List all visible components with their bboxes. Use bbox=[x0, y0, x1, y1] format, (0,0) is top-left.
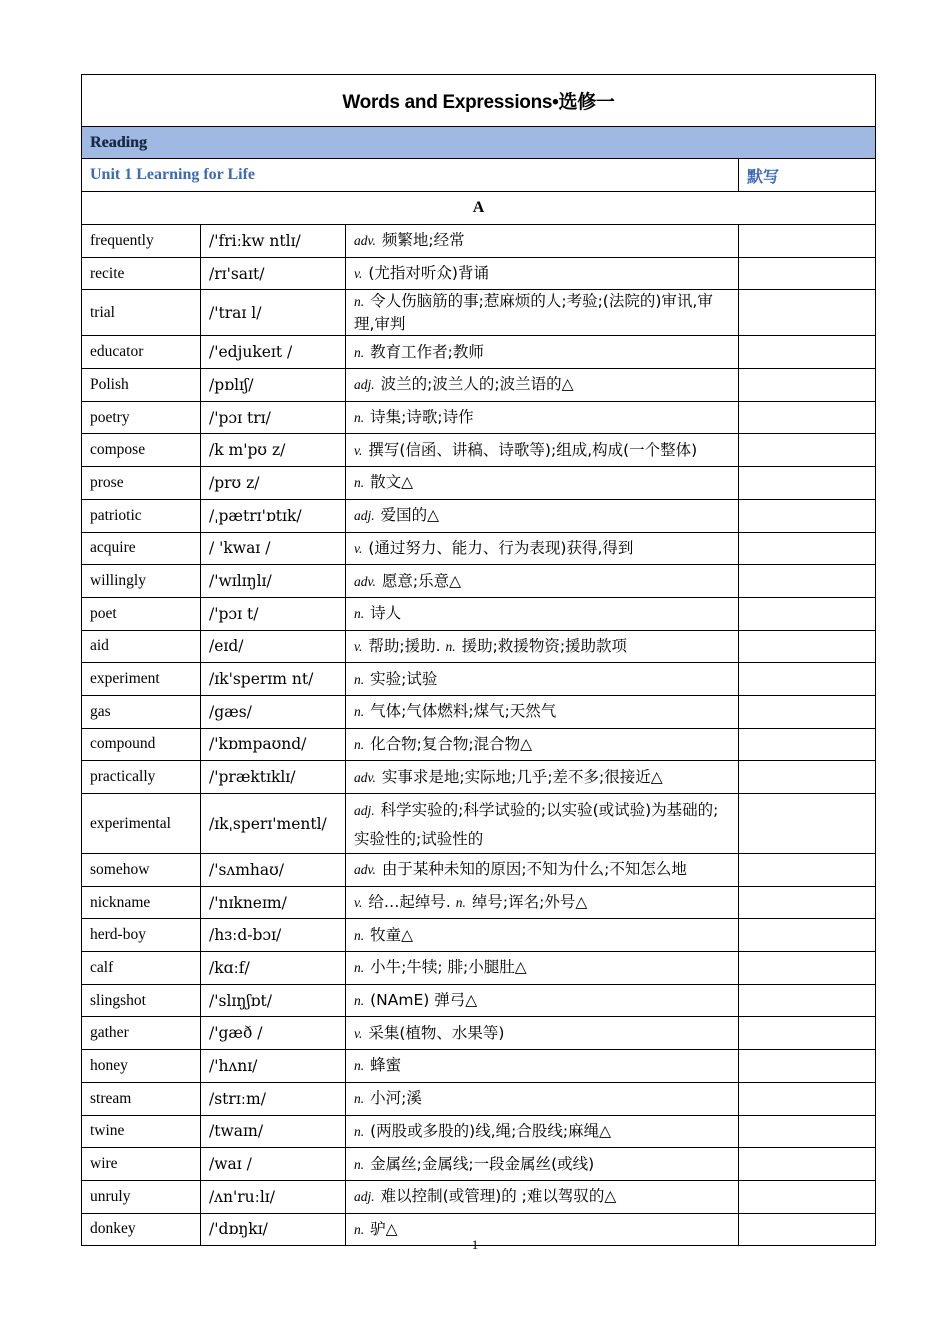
meaning-cell bbox=[346, 663, 739, 696]
dictation-cell[interactable] bbox=[739, 984, 876, 1017]
word-cell: experiment bbox=[82, 663, 201, 696]
meaning-cell bbox=[346, 952, 739, 985]
table-row bbox=[82, 597, 876, 630]
meaning-text: 小牛;牛犊; 腓;小腿肚△ bbox=[370, 958, 527, 977]
dictation-cell[interactable] bbox=[739, 257, 876, 290]
dictation-cell[interactable] bbox=[739, 434, 876, 467]
meaning-text: 诗人 bbox=[370, 604, 402, 623]
phonetic-cell: /ˌpætrɪ'ɒtɪk/ bbox=[201, 499, 346, 532]
dictation-cell[interactable] bbox=[739, 854, 876, 887]
part-of-speech: n. bbox=[354, 606, 365, 622]
meaning-text: 频繁地;经常 bbox=[381, 231, 465, 250]
meaning-text: 小河;溪 bbox=[370, 1089, 422, 1108]
phonetic-cell: /ɪkˌsperɪ'mentl/ bbox=[201, 794, 346, 854]
meaning-text: 给…起绰号. bbox=[368, 893, 451, 912]
page-title: Words and Expressions•选修一 bbox=[82, 75, 876, 127]
dictation-cell[interactable] bbox=[739, 1148, 876, 1181]
table-row bbox=[82, 728, 876, 761]
table-row bbox=[82, 336, 876, 369]
meaning-cell bbox=[346, 290, 739, 336]
meaning-cell bbox=[346, 794, 739, 854]
table-row bbox=[82, 761, 876, 794]
dictation-cell[interactable] bbox=[739, 1050, 876, 1083]
phonetic-cell: /k m'pʊ z/ bbox=[201, 434, 346, 467]
table-row bbox=[82, 369, 876, 402]
meaning-cell bbox=[346, 225, 739, 258]
part-of-speech: v. bbox=[354, 895, 363, 911]
letter-row bbox=[82, 192, 876, 225]
word-cell: donkey bbox=[82, 1213, 201, 1246]
meaning-text: 帮助;援助. bbox=[368, 636, 441, 655]
dictation-cell[interactable] bbox=[739, 794, 876, 854]
dictation-cell[interactable] bbox=[739, 565, 876, 598]
meaning-cell bbox=[346, 695, 739, 728]
table-row bbox=[82, 952, 876, 985]
phonetic-cell: /ʌn'ruːlɪ/ bbox=[201, 1180, 346, 1213]
part-of-speech: n. bbox=[354, 294, 365, 310]
phonetic-cell: /'pɔɪ t/ bbox=[201, 597, 346, 630]
unit-title: Unit 1 Learning for Life bbox=[82, 159, 739, 192]
meaning-text: 化合物;复合物;混合物△ bbox=[370, 734, 532, 753]
meaning-text: 实验;试验 bbox=[370, 669, 438, 688]
table-row bbox=[82, 794, 876, 854]
table-row bbox=[82, 695, 876, 728]
table-row bbox=[82, 630, 876, 663]
meaning-text: 波兰的;波兰人的;波兰语的△ bbox=[380, 375, 574, 394]
part-of-speech: n. bbox=[354, 410, 365, 426]
phonetic-cell: /pɒlɪʃ/ bbox=[201, 369, 346, 402]
meaning-cell bbox=[346, 1050, 739, 1083]
table-row bbox=[82, 434, 876, 467]
table-row bbox=[82, 532, 876, 565]
dictation-cell[interactable] bbox=[739, 1180, 876, 1213]
meaning-cell bbox=[346, 336, 739, 369]
word-cell: willingly bbox=[82, 565, 201, 598]
meaning-cell bbox=[346, 1082, 739, 1115]
phonetic-cell: /strɪːm/ bbox=[201, 1082, 346, 1115]
word-cell: unruly bbox=[82, 1180, 201, 1213]
dictation-cell[interactable] bbox=[739, 225, 876, 258]
word-cell: wire bbox=[82, 1148, 201, 1181]
meaning-cell bbox=[346, 1148, 739, 1181]
part-of-speech: adv. bbox=[354, 573, 376, 589]
meaning-text: 令人伤脑筋的事;惹麻烦的人;考验;(法院的)审讯,审理,审判 bbox=[354, 292, 713, 334]
table-row bbox=[82, 886, 876, 919]
letter-heading: A bbox=[82, 192, 876, 225]
phonetic-cell: /twaɪn/ bbox=[201, 1115, 346, 1148]
dictation-cell[interactable] bbox=[739, 290, 876, 336]
dictation-cell[interactable] bbox=[739, 1017, 876, 1050]
part-of-speech: v. bbox=[354, 540, 363, 556]
part-of-speech: n. bbox=[354, 344, 365, 360]
dictation-cell[interactable] bbox=[739, 761, 876, 794]
table-row bbox=[82, 1082, 876, 1115]
meaning-cell bbox=[346, 467, 739, 500]
meaning-text: 教育工作者;教师 bbox=[370, 342, 484, 361]
phonetic-cell: /'traɪ l/ bbox=[201, 290, 346, 336]
table-row bbox=[82, 1050, 876, 1083]
table-row bbox=[82, 290, 876, 336]
meaning-text: 诗集;诗歌;诗作 bbox=[370, 408, 474, 427]
part-of-speech: n. bbox=[354, 960, 365, 976]
unit-row bbox=[82, 159, 876, 192]
meaning-cell bbox=[346, 984, 739, 1017]
part-of-speech: n. bbox=[354, 736, 365, 752]
part-of-speech: n. bbox=[354, 1091, 365, 1107]
table-row bbox=[82, 1148, 876, 1181]
meaning-text: (两股或多股的)线,绳;合股线;麻绳△ bbox=[370, 1121, 612, 1140]
phonetic-cell: /'pɔɪ trɪ/ bbox=[201, 401, 346, 434]
title-row bbox=[82, 75, 876, 127]
table-row bbox=[82, 919, 876, 952]
part-of-speech: n. bbox=[354, 704, 365, 720]
meaning-cell bbox=[346, 597, 739, 630]
word-cell: poet bbox=[82, 597, 201, 630]
phonetic-cell: /'slɪŋʃɒt/ bbox=[201, 984, 346, 1017]
part-of-speech: adv. bbox=[354, 862, 376, 878]
table-row bbox=[82, 663, 876, 696]
phonetic-cell: /'dɒŋkɪ/ bbox=[201, 1213, 346, 1246]
meaning-text: 援助;救援物资;援助款项 bbox=[461, 636, 628, 655]
phonetic-cell: /'hʌnɪ/ bbox=[201, 1050, 346, 1083]
word-cell: acquire bbox=[82, 532, 201, 565]
word-cell: gas bbox=[82, 695, 201, 728]
meaning-text: 绰号;诨名;外号△ bbox=[471, 893, 588, 912]
dictation-header: 默写 bbox=[739, 159, 876, 192]
phonetic-cell: /kɑːf/ bbox=[201, 952, 346, 985]
meaning-cell bbox=[346, 369, 739, 402]
meaning-text: 气体;气体燃料;煤气;天然气 bbox=[370, 702, 557, 721]
part-of-speech: n. bbox=[354, 1221, 365, 1237]
word-cell: stream bbox=[82, 1082, 201, 1115]
table-row bbox=[82, 1017, 876, 1050]
table-row bbox=[82, 499, 876, 532]
part-of-speech: n. bbox=[354, 993, 365, 1009]
table-row bbox=[82, 1115, 876, 1148]
table-row bbox=[82, 467, 876, 500]
meaning-text: 科学实验的;科学试验的;以实验(或试验)为基础的;实验性的;试验性的 bbox=[354, 801, 719, 848]
word-cell: nickname bbox=[82, 886, 201, 919]
part-of-speech: n. bbox=[354, 475, 365, 491]
word-cell: frequently bbox=[82, 225, 201, 258]
word-cell: aid bbox=[82, 630, 201, 663]
meaning-cell bbox=[346, 1017, 739, 1050]
table-row bbox=[82, 1180, 876, 1213]
word-cell: compound bbox=[82, 728, 201, 761]
meaning-text: 散文△ bbox=[370, 473, 414, 492]
phonetic-cell: /'kɒmpaʊnd/ bbox=[201, 728, 346, 761]
phonetic-cell: /gæs/ bbox=[201, 695, 346, 728]
table-row bbox=[82, 854, 876, 887]
phonetic-cell: /eɪd/ bbox=[201, 630, 346, 663]
word-cell: patriotic bbox=[82, 499, 201, 532]
word-cell: twine bbox=[82, 1115, 201, 1148]
phonetic-cell: /'præktɪklɪ/ bbox=[201, 761, 346, 794]
meaning-cell bbox=[346, 1115, 739, 1148]
dictation-cell[interactable] bbox=[739, 597, 876, 630]
part-of-speech: adj. bbox=[354, 508, 375, 524]
dictation-cell[interactable] bbox=[739, 1115, 876, 1148]
part-of-speech: n. bbox=[354, 1156, 365, 1172]
meaning-cell bbox=[346, 434, 739, 467]
word-cell: poetry bbox=[82, 401, 201, 434]
part-of-speech: n. bbox=[455, 895, 466, 911]
meaning-cell bbox=[346, 565, 739, 598]
part-of-speech: n. bbox=[354, 1058, 365, 1074]
meaning-cell bbox=[346, 919, 739, 952]
meaning-text: 蜂蜜 bbox=[370, 1056, 402, 1075]
word-cell: Polish bbox=[82, 369, 201, 402]
word-cell: trial bbox=[82, 290, 201, 336]
phonetic-cell: /'nɪkneɪm/ bbox=[201, 886, 346, 919]
dictation-cell[interactable] bbox=[739, 630, 876, 663]
dictation-cell[interactable] bbox=[739, 695, 876, 728]
word-cell: slingshot bbox=[82, 984, 201, 1017]
page-number: 1 bbox=[471, 1237, 479, 1252]
part-of-speech: n. bbox=[354, 927, 365, 943]
meaning-text: 难以控制(或管理)的 ;难以驾驭的△ bbox=[380, 1187, 617, 1206]
phonetic-cell: /'gæð / bbox=[201, 1017, 346, 1050]
vocabulary-table bbox=[81, 74, 876, 1246]
dictation-cell[interactable] bbox=[739, 663, 876, 696]
part-of-speech: adj. bbox=[354, 1189, 375, 1205]
dictation-cell[interactable] bbox=[739, 532, 876, 565]
dictation-cell[interactable] bbox=[739, 467, 876, 500]
dictation-cell[interactable] bbox=[739, 401, 876, 434]
meaning-cell bbox=[346, 761, 739, 794]
phonetic-cell: /'friːkw ntlɪ/ bbox=[201, 225, 346, 258]
part-of-speech: n. bbox=[354, 671, 365, 687]
word-cell: educator bbox=[82, 336, 201, 369]
part-of-speech: v. bbox=[354, 266, 363, 282]
dictation-cell[interactable] bbox=[739, 336, 876, 369]
meaning-cell bbox=[346, 886, 739, 919]
word-cell: honey bbox=[82, 1050, 201, 1083]
meaning-text: 愿意;乐意△ bbox=[381, 571, 462, 590]
word-cell: experimental bbox=[82, 794, 201, 854]
meaning-cell bbox=[346, 532, 739, 565]
phonetic-cell: /'sʌmhaʊ/ bbox=[201, 854, 346, 887]
meaning-text: 爱国的△ bbox=[380, 506, 440, 525]
meaning-text: (尤指对听众)背诵 bbox=[368, 264, 489, 283]
dictation-cell[interactable] bbox=[739, 919, 876, 952]
meaning-text: 撰写(信函、讲稿、诗歌等);组成,构成(一个整体) bbox=[368, 440, 698, 459]
meaning-cell bbox=[346, 257, 739, 290]
phonetic-cell: /waɪ / bbox=[201, 1148, 346, 1181]
part-of-speech: v. bbox=[354, 638, 363, 654]
word-cell: gather bbox=[82, 1017, 201, 1050]
part-of-speech: adj. bbox=[354, 803, 375, 818]
word-cell: prose bbox=[82, 467, 201, 500]
meaning-text: 牧童△ bbox=[370, 925, 414, 944]
meaning-text: (通过努力、能力、行为表现)获得,得到 bbox=[368, 538, 634, 557]
meaning-cell bbox=[346, 854, 739, 887]
phonetic-cell: /'wɪlɪŋlɪ/ bbox=[201, 565, 346, 598]
part-of-speech: adj. bbox=[354, 377, 375, 393]
meaning-text: 由于某种未知的原因;不知为什么;不知怎么地 bbox=[381, 860, 687, 879]
meaning-text: 驴△ bbox=[370, 1219, 398, 1238]
dictation-cell[interactable] bbox=[739, 886, 876, 919]
meaning-text: 金属丝;金属线;一段金属丝(或线) bbox=[370, 1154, 595, 1173]
word-cell: compose bbox=[82, 434, 201, 467]
dictation-cell[interactable] bbox=[739, 952, 876, 985]
part-of-speech: v. bbox=[354, 442, 363, 458]
part-of-speech: adv. bbox=[354, 233, 376, 249]
meaning-cell bbox=[346, 728, 739, 761]
phonetic-cell: / 'kwaɪ / bbox=[201, 532, 346, 565]
section-row bbox=[82, 127, 876, 159]
dictation-cell[interactable] bbox=[739, 728, 876, 761]
phonetic-cell: /prʊ z/ bbox=[201, 467, 346, 500]
word-cell: recite bbox=[82, 257, 201, 290]
table-row bbox=[82, 565, 876, 598]
part-of-speech: n. bbox=[354, 1123, 365, 1139]
phonetic-cell: /hɜːd-bɔɪ/ bbox=[201, 919, 346, 952]
part-of-speech: n. bbox=[445, 638, 456, 654]
phonetic-cell: /ɪk'sperɪm nt/ bbox=[201, 663, 346, 696]
table-row bbox=[82, 225, 876, 258]
phonetic-cell: /'edjukeɪt / bbox=[201, 336, 346, 369]
meaning-text: (NAmE) 弹弓△ bbox=[370, 991, 478, 1010]
section-heading: Reading bbox=[82, 127, 876, 159]
dictation-cell[interactable] bbox=[739, 499, 876, 532]
meaning-cell bbox=[346, 499, 739, 532]
part-of-speech: v. bbox=[354, 1025, 363, 1041]
table-row bbox=[82, 401, 876, 434]
word-cell: calf bbox=[82, 952, 201, 985]
word-cell: herd-boy bbox=[82, 919, 201, 952]
word-cell: practically bbox=[82, 761, 201, 794]
phonetic-cell: /rɪ'saɪt/ bbox=[201, 257, 346, 290]
part-of-speech: adv. bbox=[354, 769, 376, 785]
meaning-cell bbox=[346, 401, 739, 434]
table-row bbox=[82, 257, 876, 290]
meaning-text: 采集(植物、水果等) bbox=[368, 1023, 505, 1042]
table-row bbox=[82, 984, 876, 1017]
dictation-cell[interactable] bbox=[739, 369, 876, 402]
meaning-cell bbox=[346, 1180, 739, 1213]
dictation-cell[interactable] bbox=[739, 1082, 876, 1115]
meaning-cell bbox=[346, 630, 739, 663]
meaning-text: 实事求是地;实际地;几乎;差不多;很接近△ bbox=[381, 767, 663, 786]
word-cell: somehow bbox=[82, 854, 201, 887]
